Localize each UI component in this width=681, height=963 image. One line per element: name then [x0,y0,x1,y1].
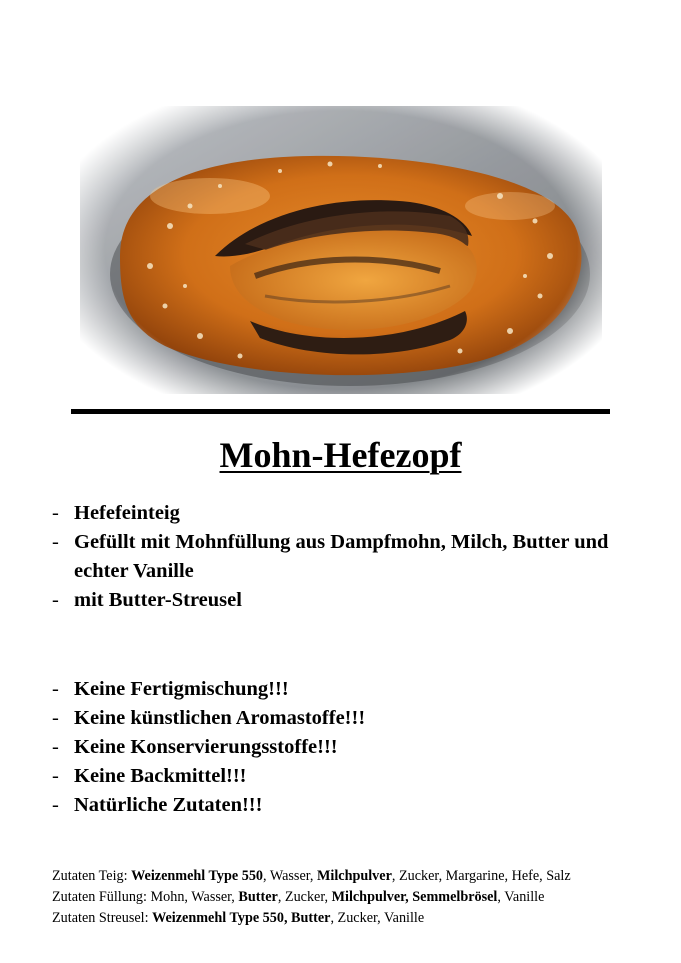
product-title: Mohn-Hefezopf [219,435,462,475]
ingredients-section [52,866,662,929]
ingredients-teig: Zutaten Teig: Weizenmehl Type 550, Wasser, Milchpulver, Zucker, Margarine, Hefe, Salz [52,868,571,884]
list-item: - Keine Konservierungsstoffe!!! [52,736,338,758]
claims-list [50,675,650,820]
list-item: - Keine Fertigmischung!!! [52,678,289,700]
product-photo [80,106,602,394]
list-item: - Hefefeinteig [52,502,180,524]
ingredients-streusel: Zutaten Streusel: Weizenmehl Type 550, Butter, Zucker, Vanille [52,910,425,926]
feature-list [50,499,650,615]
list-item: - Keine Backmittel!!! [52,765,247,787]
list-item: - Natürliche Zutaten!!! [52,794,263,816]
horizontal-divider [71,409,610,414]
list-item: - Keine künstlichen Aromastoffe!!! [52,707,366,729]
ingredients-fuellung: Zutaten Füllung: Mohn, Wasser, Butter, Zucker, Milchpulver, Semmelbrösel, Vanille [52,889,545,905]
list-item: - Gefüllt mit Mohnfüllung aus Dampfmohn, Milch, Butter und echter Vanille [52,531,609,582]
list-item: - mit Butter-Streusel [52,589,242,611]
poppy-seed-braid-image [80,106,602,394]
